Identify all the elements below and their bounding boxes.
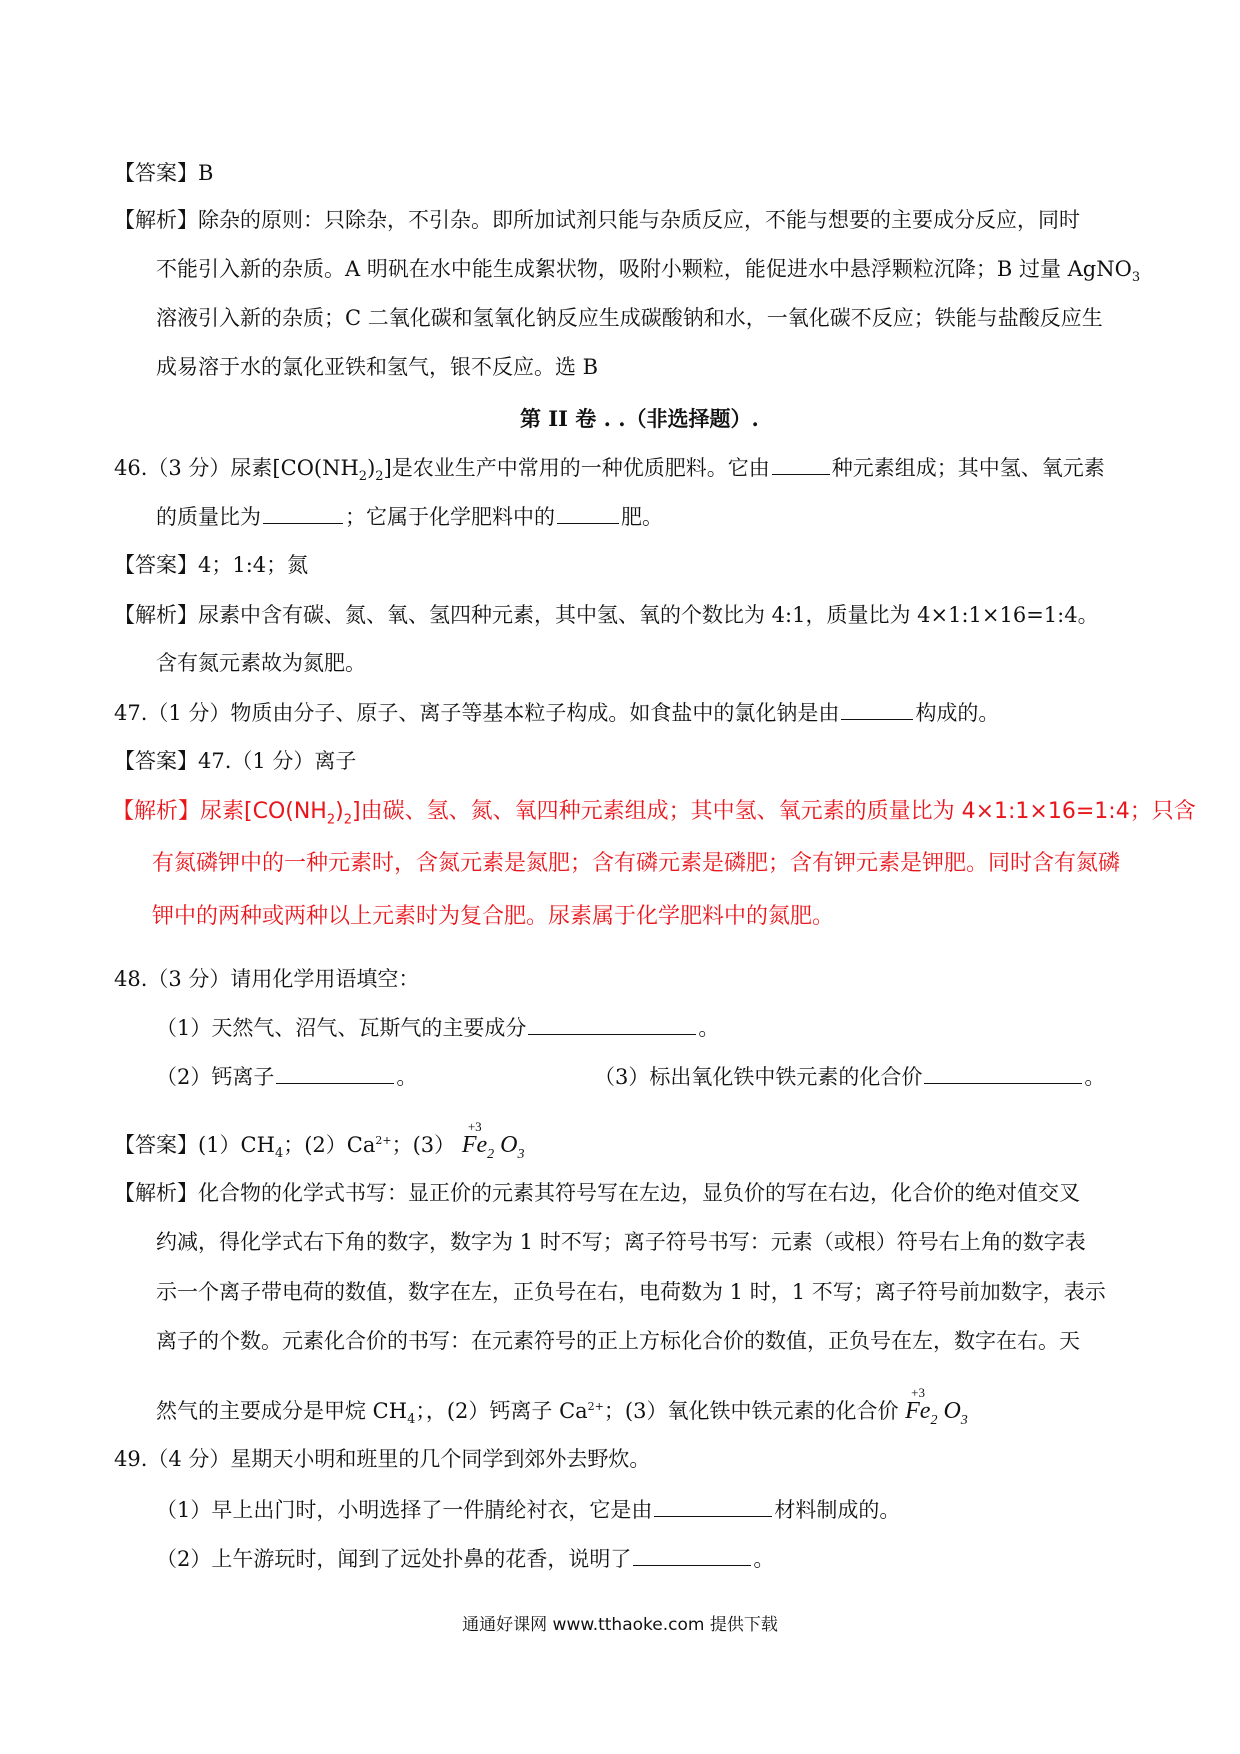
q48-part2: （2）钙离子 。 <box>156 1061 417 1092</box>
q48-analysis: 示一个离子带电荷的数值，数字在左，正负号在右，电荷数为 1 时，1 不写；离子符号前加数字，表示 <box>156 1280 1106 1304</box>
answer-blank <box>276 1061 394 1084</box>
q48-part3: （3）标出氧化铁中铁元素的化合价 。 <box>594 1061 1105 1092</box>
q49-part2: （2）上午游玩时，闻到了远处扑鼻的花香，说明了 。 <box>156 1543 774 1574</box>
q45-analysis-line: 溶液引入新的杂质；C 二氧化碳和氢氧化钠反应生成碳酸钠和水，一氧化碳不反应；铁能与盐酸反应生 <box>156 306 1103 330</box>
q48-analysis: 【解析】化合物的化学式书写：显正价的元素其符号写在左边，显负价的写在右边，化合价的绝对值交叉 <box>114 1181 1080 1205</box>
q47-analysis-red: 【解析】尿素$[CO(NH_2)_2]$由碳、氢、氮、氧四种元素组成；其中氢、氧元素的质量比为 4×1:1×16=1:4；只含 <box>112 799 1196 828</box>
q47-answer: 【答案】47.（1 分）离子 <box>114 749 357 773</box>
q48-analysis: 然气的主要成分是甲烷 $CH_4$；，(2）钙离子 $Ca^{2+}$；(3）氧化铁中铁元素的化合价 +3 $Fe_2$ $O_3$ <box>156 1386 968 1436</box>
q45-analysis-line: 【解析】除杂的原则：只除杂，不引杂。即所加试剂只能与杂质反应，不能与想要的主要成分反应，同时 <box>114 208 1080 232</box>
answer-blank <box>924 1061 1082 1084</box>
fe2o3-valence-formula: +3 $Fe_2$ $O_3$ <box>461 1119 525 1162</box>
q47-analysis-red: 钾中的两种或两种以上元素时为复合肥。尿素属于化学肥料中的氮肥。 <box>152 904 835 929</box>
q45-analysis-line: 成易溶于水的氯化亚铁和氢气，银不反应。选 B <box>156 355 599 379</box>
fe2o3-valence-formula: +3 $Fe_2$ $O_3$ <box>905 1385 968 1428</box>
page-footer: 通通好课网 www.tthaoke.com 提供下载 <box>462 1615 778 1635</box>
answer-blank <box>654 1494 772 1517</box>
q46-answer: 【答案】4；1:4；氮 <box>114 553 309 577</box>
answer-blank <box>528 1012 696 1035</box>
q46-analysis: 【解析】尿素中含有碳、氮、氧、氢四种元素，其中氢、氧的个数比为 4:1，质量比为 4×1:1×16=1:4。 <box>114 603 1099 627</box>
q47-stem: 47.（1 分）物质由分子、原子、离子等基本粒子构成。如食盐中的氯化钠是由 构成的。 <box>114 697 999 728</box>
q48-stem: 48.（3 分）请用化学用语填空： <box>114 967 420 991</box>
answer-blank <box>263 501 343 524</box>
q49-part1: （1）早上出门时，小明选择了一件腈纶衬衣，它是由 材料制成的。 <box>156 1494 900 1525</box>
q46-stem: 的质量比为 ；它属于化学肥料中的 肥。 <box>156 501 663 532</box>
answer-blank <box>557 501 619 524</box>
q47-analysis-red: 有氮磷钾中的一种元素时，含氮元素是氮肥；含有磷元素是磷肥；含有钾元素是钾肥。同时含有氮磷 <box>152 851 1121 876</box>
q46-stem: 46.（3 分）尿素$[CO(NH_2)_2]$是农业生产中常用的一种优质肥料。它由 种元素组成；其中氢、氧元素 <box>114 452 1105 492</box>
q49-stem: 49.（4 分）星期天小明和班里的几个同学到郊外去野炊。 <box>114 1447 651 1471</box>
answer-blank <box>841 697 913 720</box>
q45-answer: 【答案】B <box>114 161 214 185</box>
q48-analysis: 约减，得化学式右下角的数字，数字为 1 时不写；离子符号书写：元素（或根）符号右上角的数字表 <box>156 1230 1086 1254</box>
section-title: 第 II 卷 . .（非选择题）. <box>520 406 759 431</box>
q45-analysis-line: 不能引入新的杂质。A 明矾在水中能生成絮状物，吸附小颗粒，能促进水中悬浮颗粒沉降；B 过量 AgNO$_3$ <box>156 257 1141 286</box>
q46-analysis: 含有氮元素故为氮肥。 <box>156 651 366 675</box>
q48-answer: 【答案】$(1)CH_4$；$(2)Ca^{2+}$；(3） +3 $Fe_2$ $O_3$ <box>114 1120 525 1170</box>
q48-analysis: 离子的个数。元素化合价的书写：在元素符号的正上方标化合价的数值，正负号在左，数字在右。天 <box>156 1329 1080 1353</box>
answer-blank <box>633 1543 751 1566</box>
answer-blank <box>772 452 830 475</box>
q48-part1: （1）天然气、沼气、瓦斯气的主要成分 。 <box>156 1012 719 1043</box>
